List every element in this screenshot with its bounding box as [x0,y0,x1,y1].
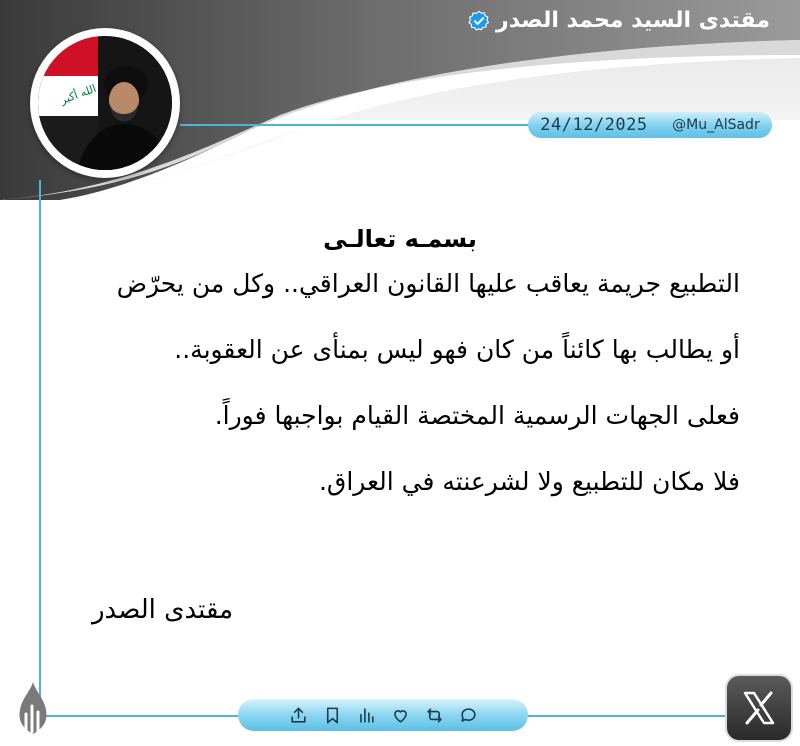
post-signature: مقتدى الصدر [92,595,234,625]
x-brand-icon [739,688,779,728]
share-button[interactable] [286,703,310,727]
account-name-text: مقتدى السيد محمد الصدر [496,8,770,33]
post-line: فعلى الجهات الرسمية المختصة القيام بواجبها فوراً. [214,401,740,430]
post-line: أو يطالب بها كائناً من كان فهو ليس بمنأى عن العقوبة.. [174,335,740,364]
retweet-button[interactable] [422,703,446,727]
svg-text:الله أكبر: الله أكبر [58,81,98,107]
action-bar [238,699,528,731]
profile-photo [38,36,172,170]
avatar[interactable] [38,36,172,170]
x-logo[interactable] [727,676,791,740]
bookmark-button[interactable] [320,703,344,727]
post-line: التطبيع جريمة يعاقب عليها القانون العراقي.. وكل من يحرّض [116,269,740,298]
reply-button[interactable] [456,703,480,727]
views-icon [357,706,376,725]
reply-icon [459,706,478,725]
views-button[interactable] [354,703,378,727]
post-date: 24/12/2025 [540,115,648,135]
post-body [60,225,740,531]
post-line: فلا مكان للتطبيع ولا لشرعنته في العراق. [318,467,740,496]
brand-logo-icon [12,680,54,736]
retweet-icon [425,706,444,725]
post-opening: بسمـه تعالـى [323,225,477,253]
like-button[interactable] [388,703,412,727]
verified-badge-icon [468,10,490,32]
account-name[interactable] [468,4,770,38]
bookmark-icon [323,706,342,725]
like-icon [391,706,410,725]
share-icon [289,706,308,725]
account-handle[interactable]: @Mu_AlSadr [672,117,760,133]
post-meta-bar [528,112,772,138]
